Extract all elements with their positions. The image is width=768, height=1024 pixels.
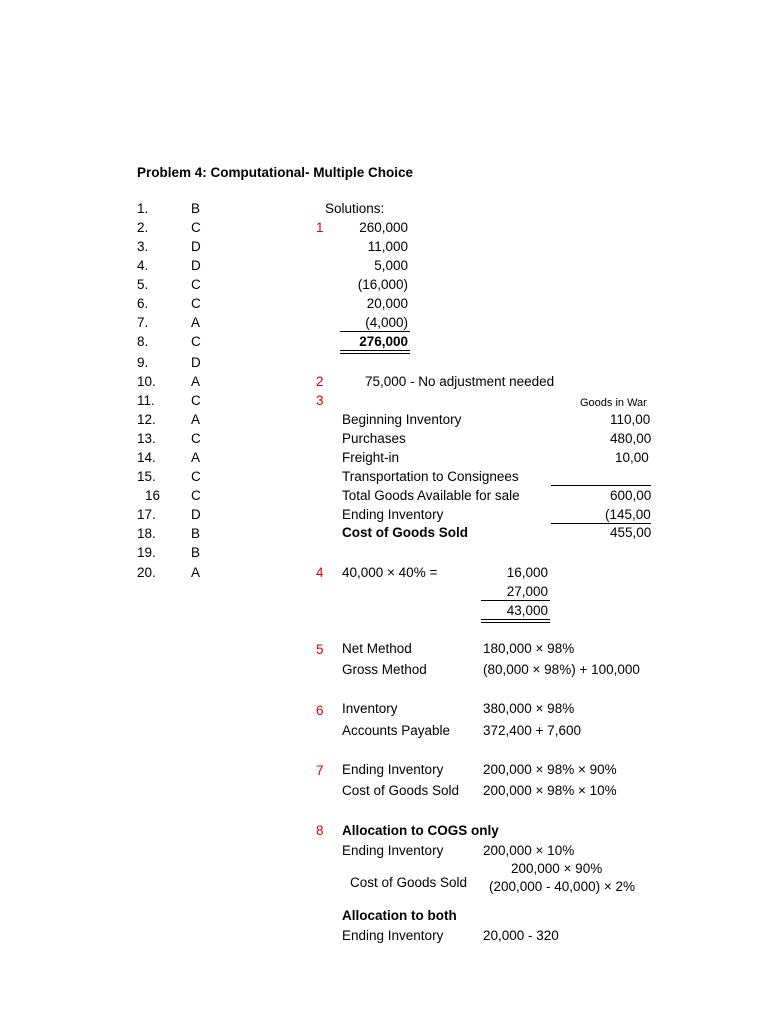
answer-number: 5. xyxy=(137,277,149,292)
solutions-label: Solutions: xyxy=(325,201,385,216)
solution-1-marker: 1 xyxy=(316,220,324,235)
answer-number: 15. xyxy=(137,469,156,484)
answer-letter: A xyxy=(191,374,201,389)
solution-3-row-label: Beginning Inventory xyxy=(342,412,462,427)
answer-letter: A xyxy=(191,565,201,580)
solution-8-heading-both: Allocation to both xyxy=(342,908,457,923)
solution-3-ending-line xyxy=(551,523,651,524)
answer-number: 12. xyxy=(137,412,156,427)
solution-2-marker: 2 xyxy=(316,374,324,389)
solution-1-value: (4,000) xyxy=(365,315,408,330)
solution-7-label-1: Ending Inventory xyxy=(342,762,444,777)
solution-3-cogs-label: Cost of Goods Sold xyxy=(342,525,468,540)
answer-letter: A xyxy=(191,315,201,330)
problem-title: Problem 4: Computational- Multiple Choice xyxy=(137,165,414,180)
answer-letter: A xyxy=(191,450,201,465)
answer-letter: D xyxy=(191,258,201,273)
solution-1-value: 5,000 xyxy=(374,258,408,273)
solution-4-marker: 4 xyxy=(316,565,324,580)
solution-7-formula-1: 200,000 × 98% × 90% xyxy=(483,762,617,777)
answer-letter: C xyxy=(191,334,201,349)
answer-number: 2. xyxy=(137,220,149,235)
solution-8-marker: 8 xyxy=(316,823,324,838)
solution-8-ei-label: Ending Inventory xyxy=(342,843,444,858)
solution-5-formula-2: (80,000 × 98%) + 100,000 xyxy=(483,662,640,677)
solution-7-formula-2: 200,000 × 98% × 10% xyxy=(483,783,617,798)
solution-5-label-1: Net Method xyxy=(342,641,412,656)
solution-4-total: 43,000 xyxy=(506,603,548,618)
solution-3-row-label: Purchases xyxy=(342,431,406,446)
solution-4-formula: 40,000 × 40% = xyxy=(342,565,438,580)
solution-1-double-underline xyxy=(340,350,410,354)
solution-8-ei2-label: Ending Inventory xyxy=(342,928,444,943)
answer-number: 20. xyxy=(137,565,156,580)
solution-6-marker: 6 xyxy=(316,703,324,718)
answer-number: 14. xyxy=(137,450,156,465)
solution-1-underline xyxy=(340,331,410,332)
solution-3-row-value: (145,00 xyxy=(605,507,651,522)
solution-8-ei2-formula: 20,000 - 320 xyxy=(483,928,559,943)
answer-number: 7. xyxy=(137,315,149,330)
solution-2-text: 75,000 - No adjustment needed xyxy=(365,374,555,389)
answer-number: 17. xyxy=(137,507,156,522)
solution-1-total: 276,000 xyxy=(359,334,408,349)
solution-3-row-value: 10,00 xyxy=(615,450,649,465)
answer-letter: A xyxy=(191,412,201,427)
answer-number: 4. xyxy=(137,258,149,273)
answer-letter: C xyxy=(191,393,201,408)
solution-1-value: (16,000) xyxy=(357,277,408,292)
answer-letter: C xyxy=(191,469,201,484)
answer-number: 11. xyxy=(137,393,155,408)
solution-1-value: 260,000 xyxy=(359,220,408,235)
answer-letter: C xyxy=(191,277,201,292)
solution-3-row-label: Ending Inventory xyxy=(342,507,444,522)
solution-3-row-label: Freight-in xyxy=(342,450,400,465)
solution-3-row-value: 110,00 xyxy=(610,412,651,427)
answer-letter: C xyxy=(191,431,201,446)
answer-number: 13. xyxy=(137,431,156,446)
answer-letter: D xyxy=(191,239,201,254)
solution-1-value: 11,000 xyxy=(367,239,408,254)
answer-letter: C xyxy=(191,220,201,235)
answer-number: 19. xyxy=(137,545,156,560)
solution-7-label-2: Cost of Goods Sold xyxy=(342,783,460,798)
answer-letter: B xyxy=(191,545,201,560)
solution-8-cogs-label: Cost of Goods Sold xyxy=(350,875,468,890)
solution-4-value-2: 27,000 xyxy=(506,584,548,599)
solution-6-formula-1: 380,000 × 98% xyxy=(483,701,575,716)
answer-number: 18. xyxy=(137,526,156,541)
solution-3-row-value: 600,00 xyxy=(610,488,652,503)
solution-3-column-header: Goods in War xyxy=(580,397,647,409)
solution-3-row-label: Total Goods Available for sale xyxy=(342,488,520,503)
solution-4-double-underline xyxy=(481,619,550,623)
answer-letter: D xyxy=(191,355,201,370)
answer-number: 9. xyxy=(137,355,149,370)
solution-3-subtotal-line xyxy=(551,485,651,486)
answer-letter: D xyxy=(191,507,201,522)
solution-5-formula-1: 180,000 × 98% xyxy=(483,641,575,656)
solution-8-cogs-line-2: (200,000 - 40,000) × 2% xyxy=(489,879,635,894)
answer-letter: B xyxy=(191,201,201,216)
answer-number: 8. xyxy=(137,334,149,349)
answer-number: 6. xyxy=(137,296,149,311)
solution-6-label-1: Inventory xyxy=(342,701,398,716)
solution-5-marker: 5 xyxy=(316,642,324,657)
solution-6-formula-2: 372,400 + 7,600 xyxy=(483,723,581,738)
solution-8-heading-cogs-only: Allocation to COGS only xyxy=(342,823,499,838)
answer-number: 3. xyxy=(137,239,149,254)
solution-7-marker: 7 xyxy=(316,763,324,778)
solution-3-row-label: Transportation to Consignees xyxy=(342,469,519,484)
answer-number: 16 xyxy=(145,488,161,503)
solution-4-value-1: 16,000 xyxy=(506,565,548,580)
answer-letter: C xyxy=(191,488,201,503)
answer-letter: C xyxy=(191,296,201,311)
solution-3-cogs-value: 455,00 xyxy=(610,525,652,540)
answer-number: 1. xyxy=(137,201,149,216)
solution-6-label-2: Accounts Payable xyxy=(342,723,451,738)
solution-4-underline xyxy=(481,600,550,601)
solution-8-ei-formula: 200,000 × 10% xyxy=(483,843,575,858)
solution-1-value: 20,000 xyxy=(366,296,408,311)
solution-3-row-value: 480,00 xyxy=(610,431,652,446)
answer-letter: B xyxy=(191,526,201,541)
solution-3-marker: 3 xyxy=(316,393,324,408)
answer-number: 10. xyxy=(137,374,156,389)
solution-8-cogs-line-1: 200,000 × 90% xyxy=(511,861,603,876)
solution-5-label-2: Gross Method xyxy=(342,662,427,677)
